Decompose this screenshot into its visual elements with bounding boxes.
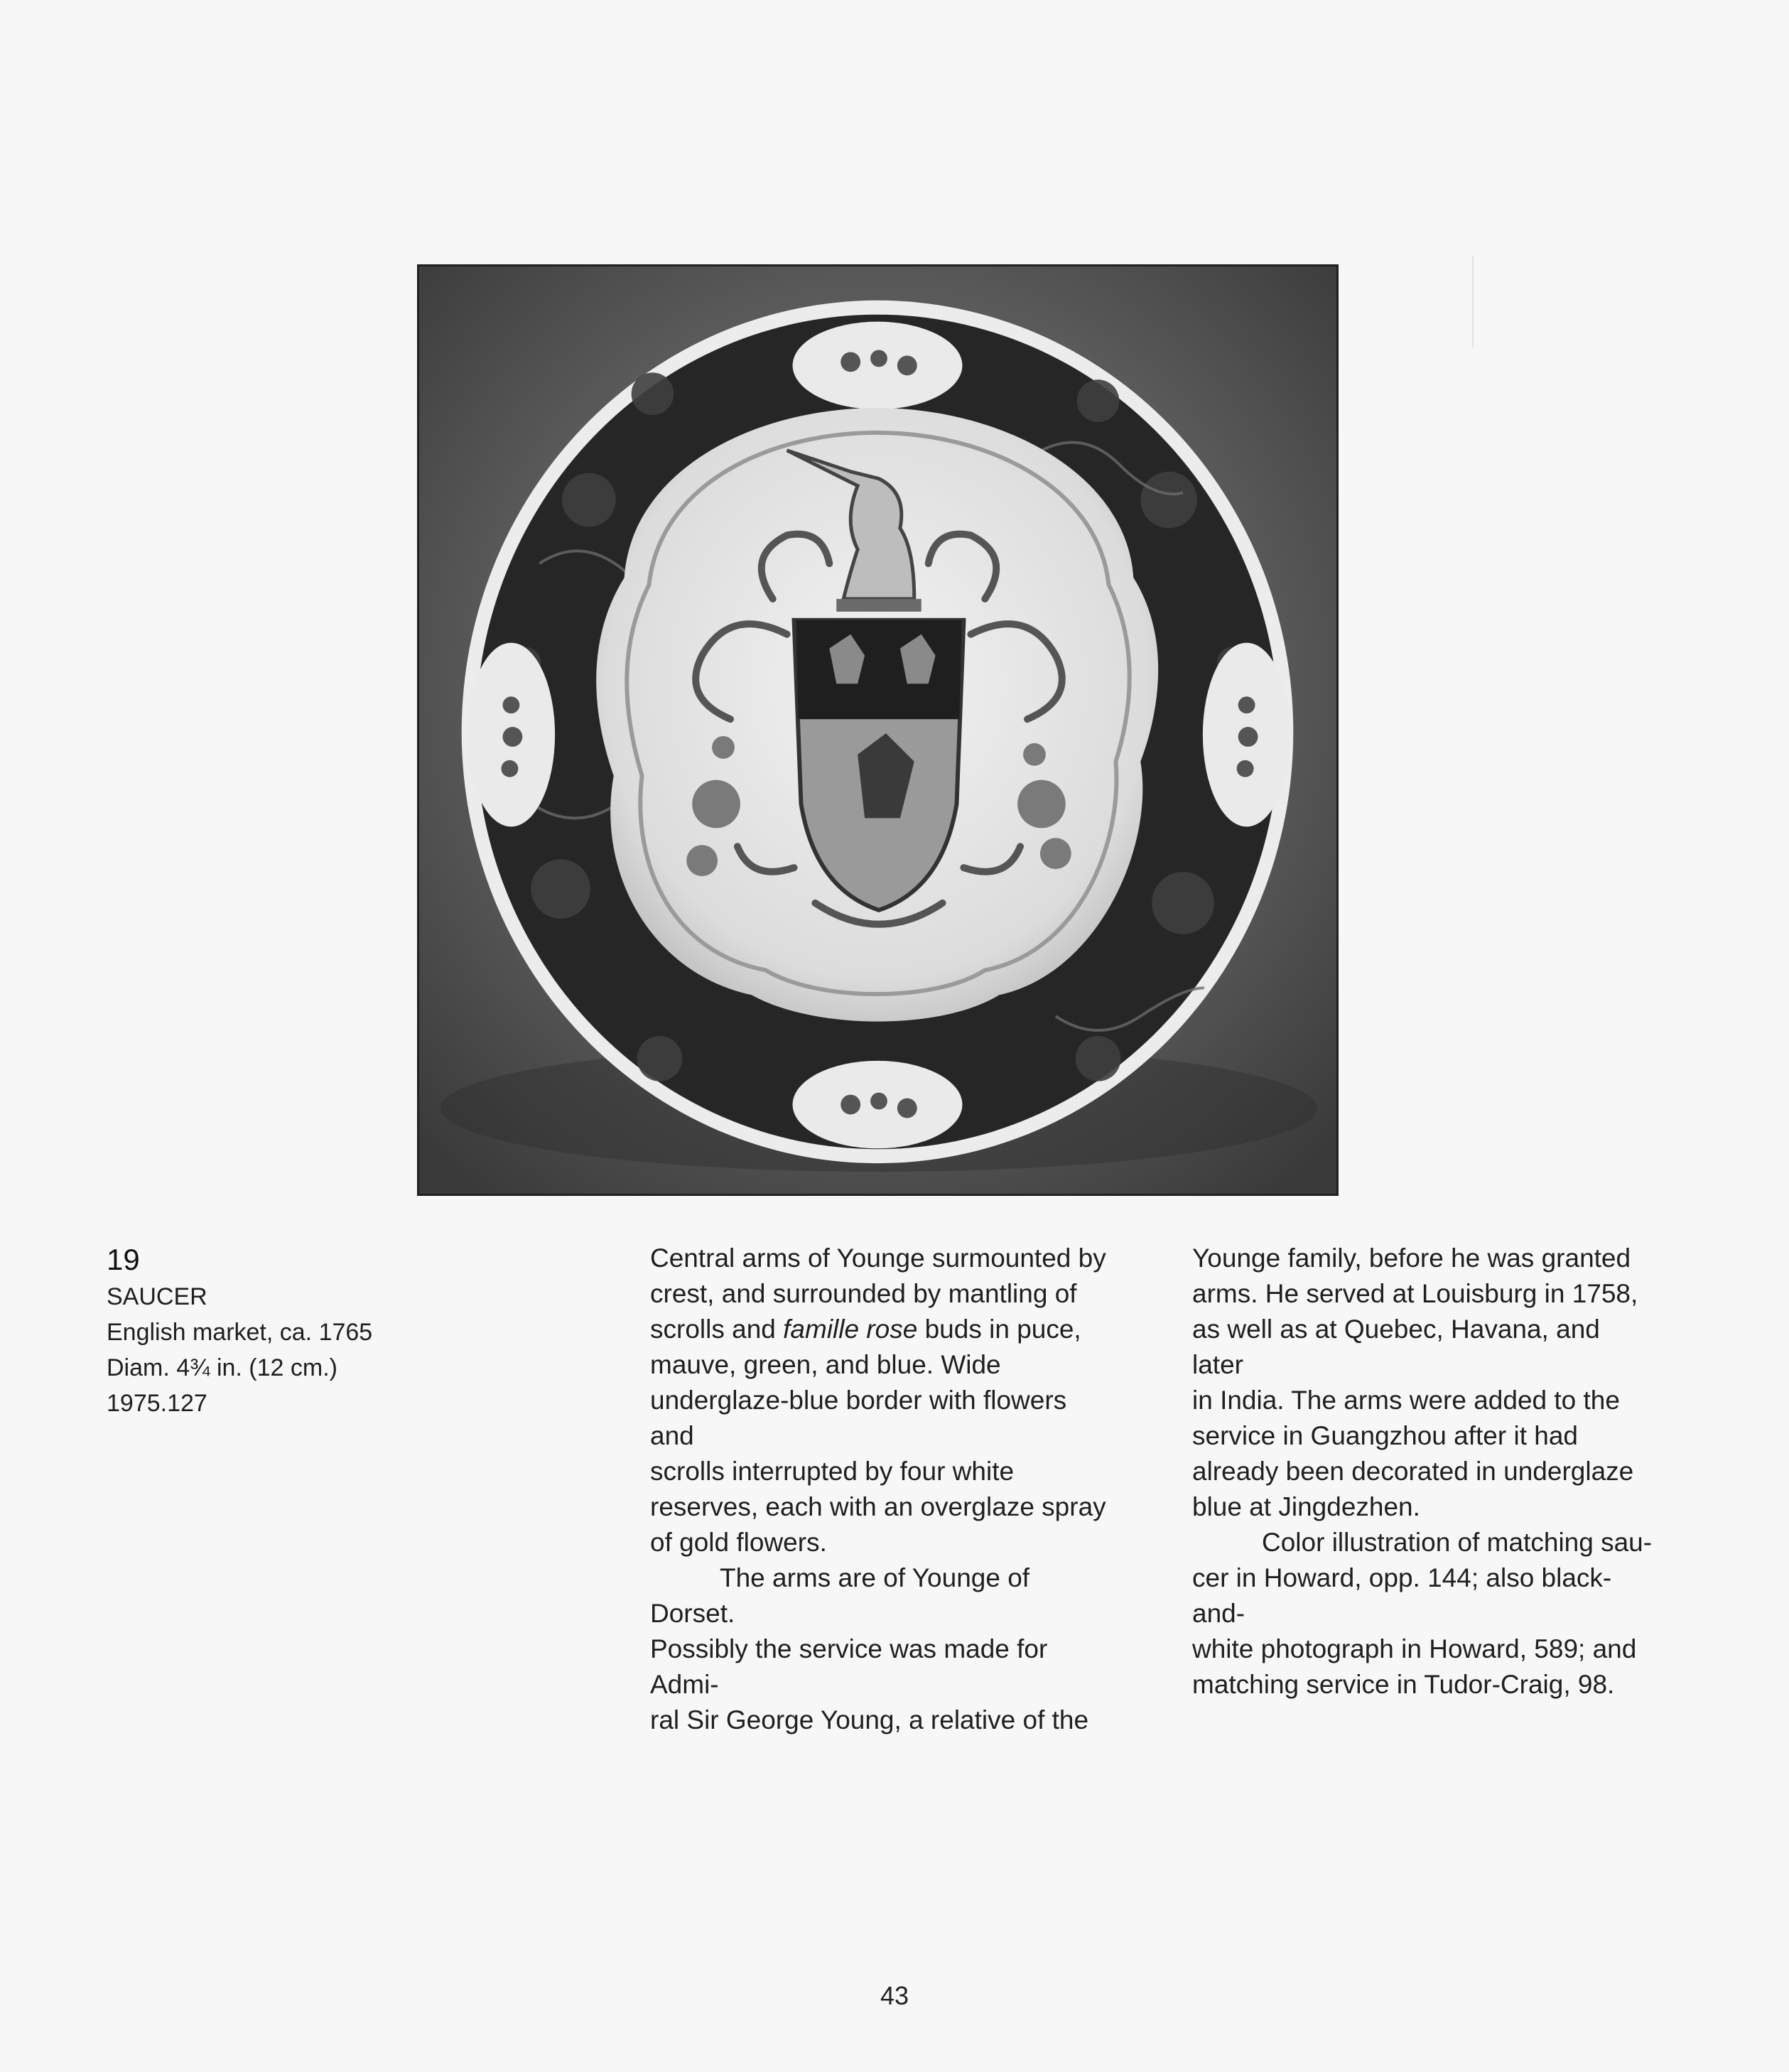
text-line: already been decorated in underglaze [1192,1457,1634,1486]
text-line: crest, and surrounded by mantling of [650,1279,1077,1308]
text-line: of gold flowers. [650,1528,827,1557]
italic-term: famille rose [783,1315,918,1344]
description-paragraph-3-start [1192,1525,1654,1560]
text-line: blue at Jingdezhen. [1192,1492,1420,1521]
catalogue-number: 19 [107,1243,140,1276]
text-line: Color illustration of matching sau- [1262,1528,1653,1557]
text-line: mauve, green, and blue. Wide [650,1350,1001,1379]
scan-gutter-mark [1472,256,1474,348]
text-line: reserves, each with an overglaze spray [650,1492,1106,1521]
text-line: scrolls and [650,1315,784,1344]
text-line: Younge family, before he was granted [1192,1243,1631,1273]
description-paragraph-2-cont [650,1631,1112,1738]
text-line: service in Guangzhou after it had [1192,1421,1578,1450]
text-line: buds in puce, [917,1315,1081,1344]
description-paragraph-1 [650,1241,1112,1560]
text-line: Central arms of Younge surmounted by [650,1243,1106,1273]
text-line: arms. He served at Louisburg in 1758, [1192,1279,1638,1308]
text-line: scrolls interrupted by four white [650,1457,1015,1486]
object-market-date: English market, ca. 1765 [107,1319,373,1346]
object-name: SAUCER [107,1283,207,1310]
catalogue-caption [107,1241,533,1421]
text-line: Possibly the service was made for Admi- [650,1634,1048,1699]
text-line: The arms are of Younge of Dorset. [650,1563,1030,1628]
page-number: 43 [880,1981,909,2010]
text-line: underglaze-blue border with flowers and [650,1386,1067,1450]
text-line: matching service in Tudor-Craig, 98. [1192,1670,1615,1699]
description-paragraph-2-end [1192,1241,1654,1525]
text-line: as well as at Quebec, Havana, and later [1192,1315,1600,1379]
accession-number: 1975.127 [107,1390,207,1417]
text-line: in India. The arms were added to the [1192,1386,1620,1415]
text-line: ral Sir George Young, a relative of the [650,1705,1089,1734]
description-column-2 [1192,1241,1654,1703]
text-line: white photograph in Howard, 589; and [1192,1634,1637,1663]
object-dimensions: Diam. 4¾ in. (12 cm.) [107,1354,337,1381]
text-line: cer in Howard, opp. 144; also black-and- [1192,1563,1612,1628]
description-column-1 [650,1241,1112,1738]
saucer-photograph [417,264,1339,1196]
description-paragraph-3-cont [1192,1560,1654,1703]
armorial-saucer-illustration [419,266,1336,1194]
description-paragraph-2-start [650,1560,1112,1631]
